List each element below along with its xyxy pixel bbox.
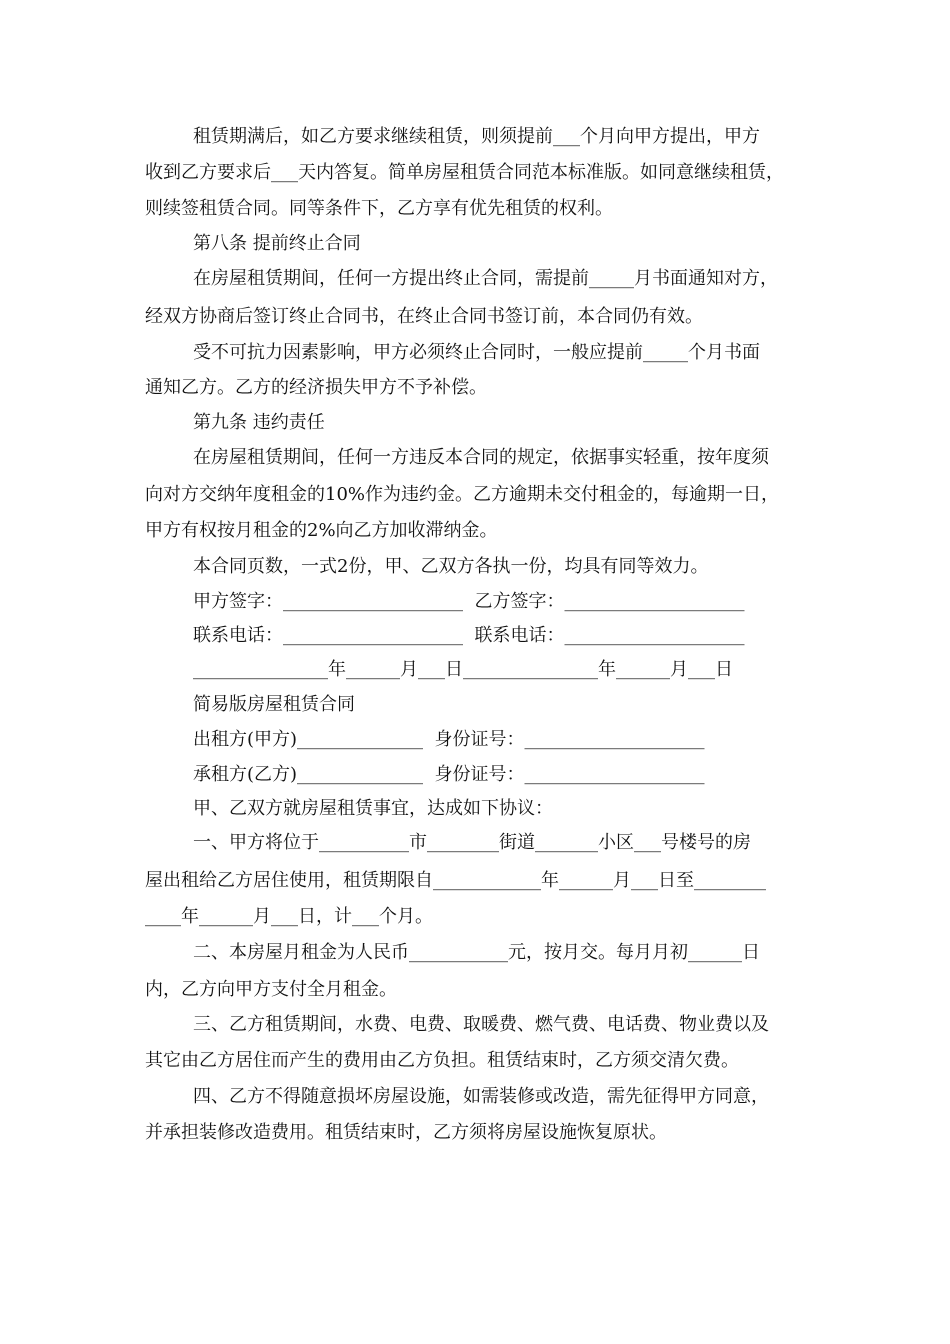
section-heading: 简易版房屋租赁合同 bbox=[193, 694, 355, 715]
text-line: 并承担装修改造费用。租赁结束时，乙方须将房屋设施恢复原状。 bbox=[145, 1122, 667, 1143]
text-line: 在房屋租赁期间，任何一方提出终止合同，需提前_____月书面通知对方， bbox=[193, 268, 778, 289]
text-line: 通知乙方。乙方的经济损失甲方不予补偿。 bbox=[145, 377, 487, 398]
text-line: 在房屋租赁期间，任何一方违反本合同的规定，依据事实轻重，按年度须 bbox=[193, 447, 769, 468]
text-line: 甲方有权按月租金的2%向乙方加收滞纳金。 bbox=[145, 520, 498, 541]
text-line: 收到乙方要求后___天内答复。简单房屋租赁合同范本标准版。如同意继续租赁， bbox=[145, 162, 784, 183]
text-line: 三、乙方租赁期间，水费、电费、取暖费、燃气费、电话费、物业费以及 bbox=[193, 1014, 769, 1035]
text-line: 二、本房屋月租金为人民币___________元，按月交。每月月初______日 bbox=[193, 942, 760, 963]
party-a-line: 出租方(甲方)______________ 身份证号：____________________ bbox=[193, 729, 705, 750]
text-line: 一、甲方将位于__________市________街道_______小区___号楼号的房 bbox=[193, 832, 751, 853]
party-b-line: 承租方(乙方)______________ 身份证号：____________________ bbox=[193, 764, 705, 785]
text-line: 四、乙方不得随意损坏房屋设施，如需装修或改造，需先征得甲方同意， bbox=[193, 1086, 769, 1107]
text-line: 甲、乙双方就房屋租赁事宜，达成如下协议： bbox=[193, 798, 553, 819]
text-line: 向对方交纳年度租金的10%作为违约金。乙方逾期未交付租金的，每逾期一日， bbox=[145, 484, 780, 505]
text-line: ____年______月___日，计___个月。 bbox=[145, 906, 433, 927]
text-line: 本合同页数，一式2份，甲、乙双方各执一份，均具有同等效力。 bbox=[193, 556, 709, 577]
date-line: _______________年______月___日_______________年______月___日 bbox=[193, 659, 733, 680]
section-heading: 第九条 违约责任 bbox=[193, 412, 325, 433]
text-line: 其它由乙方居住而产生的费用由乙方负担。租赁结束时，乙方须交清欠费。 bbox=[145, 1050, 739, 1071]
text-line: 受不可抗力因素影响，甲方必须终止合同时，一般应提前_____个月书面 bbox=[193, 342, 760, 363]
text-line: 屋出租给乙方居住使用，租赁期限自____________年______月___日至________ bbox=[145, 870, 766, 891]
section-heading: 第八条 提前终止合同 bbox=[193, 233, 361, 254]
text-line: 内，乙方向甲方支付全月租金。 bbox=[145, 979, 397, 1000]
signature-line: 甲方签字：____________________ 乙方签字：____________________ bbox=[193, 591, 745, 612]
text-line: 则续签租赁合同。同等条件下，乙方享有优先租赁的权利。 bbox=[145, 198, 613, 219]
phone-line: 联系电话：____________________ 联系电话：____________________ bbox=[193, 625, 745, 646]
text-line: 经双方协商后签订终止合同书，在终止合同书签订前，本合同仍有效。 bbox=[145, 306, 703, 327]
text-line: 租赁期满后，如乙方要求继续租赁，则须提前___个月向甲方提出，甲方 bbox=[193, 126, 760, 147]
